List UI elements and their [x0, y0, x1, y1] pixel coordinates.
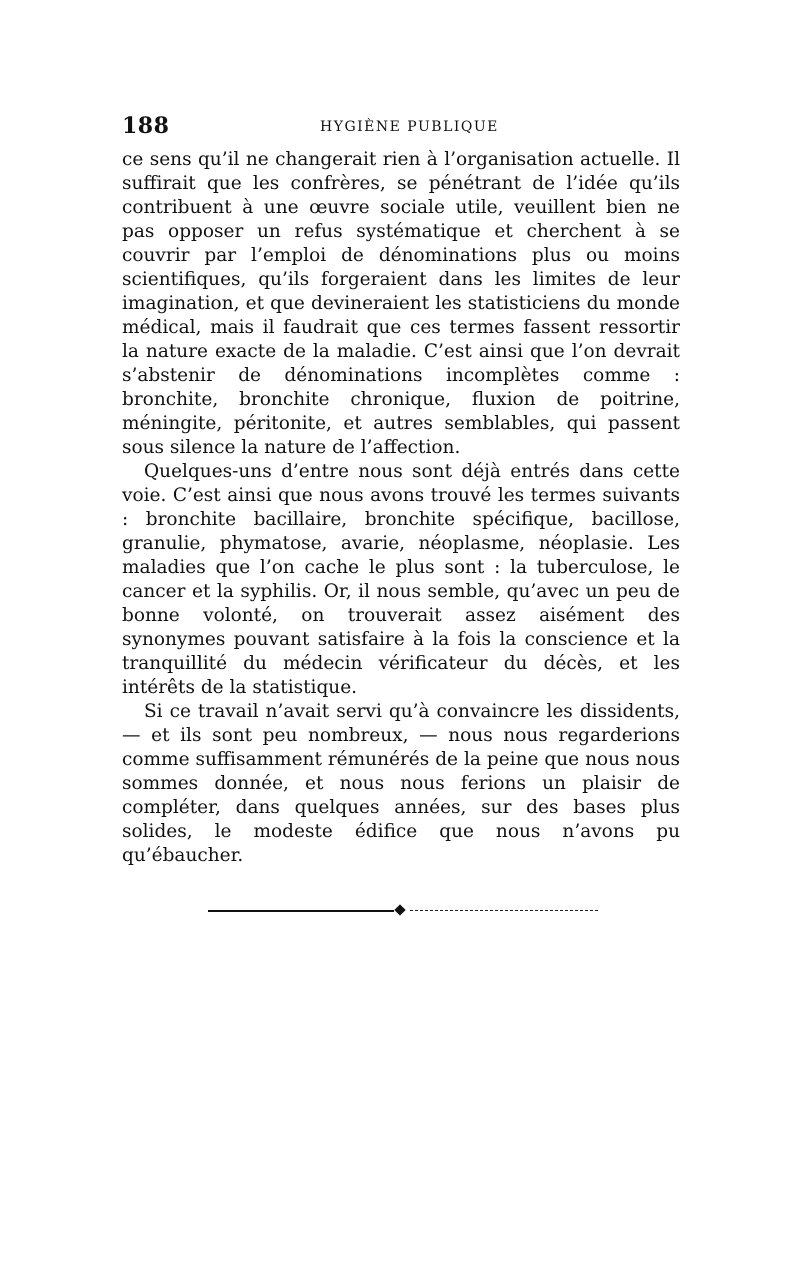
- body-text: [122, 148, 680, 868]
- ornament-rule-left: [208, 910, 394, 912]
- paragraph: Quelques-uns d’entre nous sont déjà entrés dans cette voie. C’est ainsi que nous avons trouvé les termes suivants : bronchite bacillaire, bronchite spécifique, bacillose, granulie, phymatose, avarie, néoplasme, néoplasie. Les maladies que l’on cache le plus sont : la tuberculose, le cancer et la syphilis. Or, il nous semble, qu’avec un peu de bonne volonté, on trouverait assez aisément des synonymes pouvant satisfaire à la fois la conscience et la tranquillité du médecin vérificateur du décès, et les intérêts de la statistique.: [122, 461, 680, 698]
- paragraph: ce sens qu’il ne changerait rien à l’organisation actuelle. Il suffirait que les confrères, se pénétrant de l’idée qu’ils contribuent à une œuvre sociale utile, veuillent bien ne pas opposer un refus systématique et cherchent à se couvrir par l’emploi de dénominations plus ou moins scientifiques, qu’ils forgeraient dans les limites de leur imagination, et que devineraient les statisticiens du monde médical, mais il faudrait que ces termes fassent ressortir la nature exacte de la maladie. C’est ainsi que l’on devrait s’abstenir de dénominations incomplètes comme : bronchite, bronchite chronique, fluxion de poitrine, méningite, péritonite, et autres semblables, qui passent sous silence la nature de l’affection.: [122, 149, 680, 458]
- running-head: [122, 113, 682, 141]
- ornament-rule-right: [410, 910, 598, 912]
- page-number: 188: [122, 113, 170, 139]
- diamond-icon: [394, 904, 405, 915]
- end-ornament: [208, 903, 598, 917]
- running-title: HYGIÈNE PUBLIQUE: [320, 119, 499, 135]
- paragraph: Si ce travail n’avait servi qu’à convaincre les dissidents, — et ils sont peu nombreux, — nous nous regarderions comme suffisamment rémunérés de la peine que nous nous sommes donnée, et nous nous ferions un plaisir de compléter, dans quelques années, sur des bases plus solides, le modeste édifice que nous n’avons pu qu’ébaucher.: [122, 701, 680, 866]
